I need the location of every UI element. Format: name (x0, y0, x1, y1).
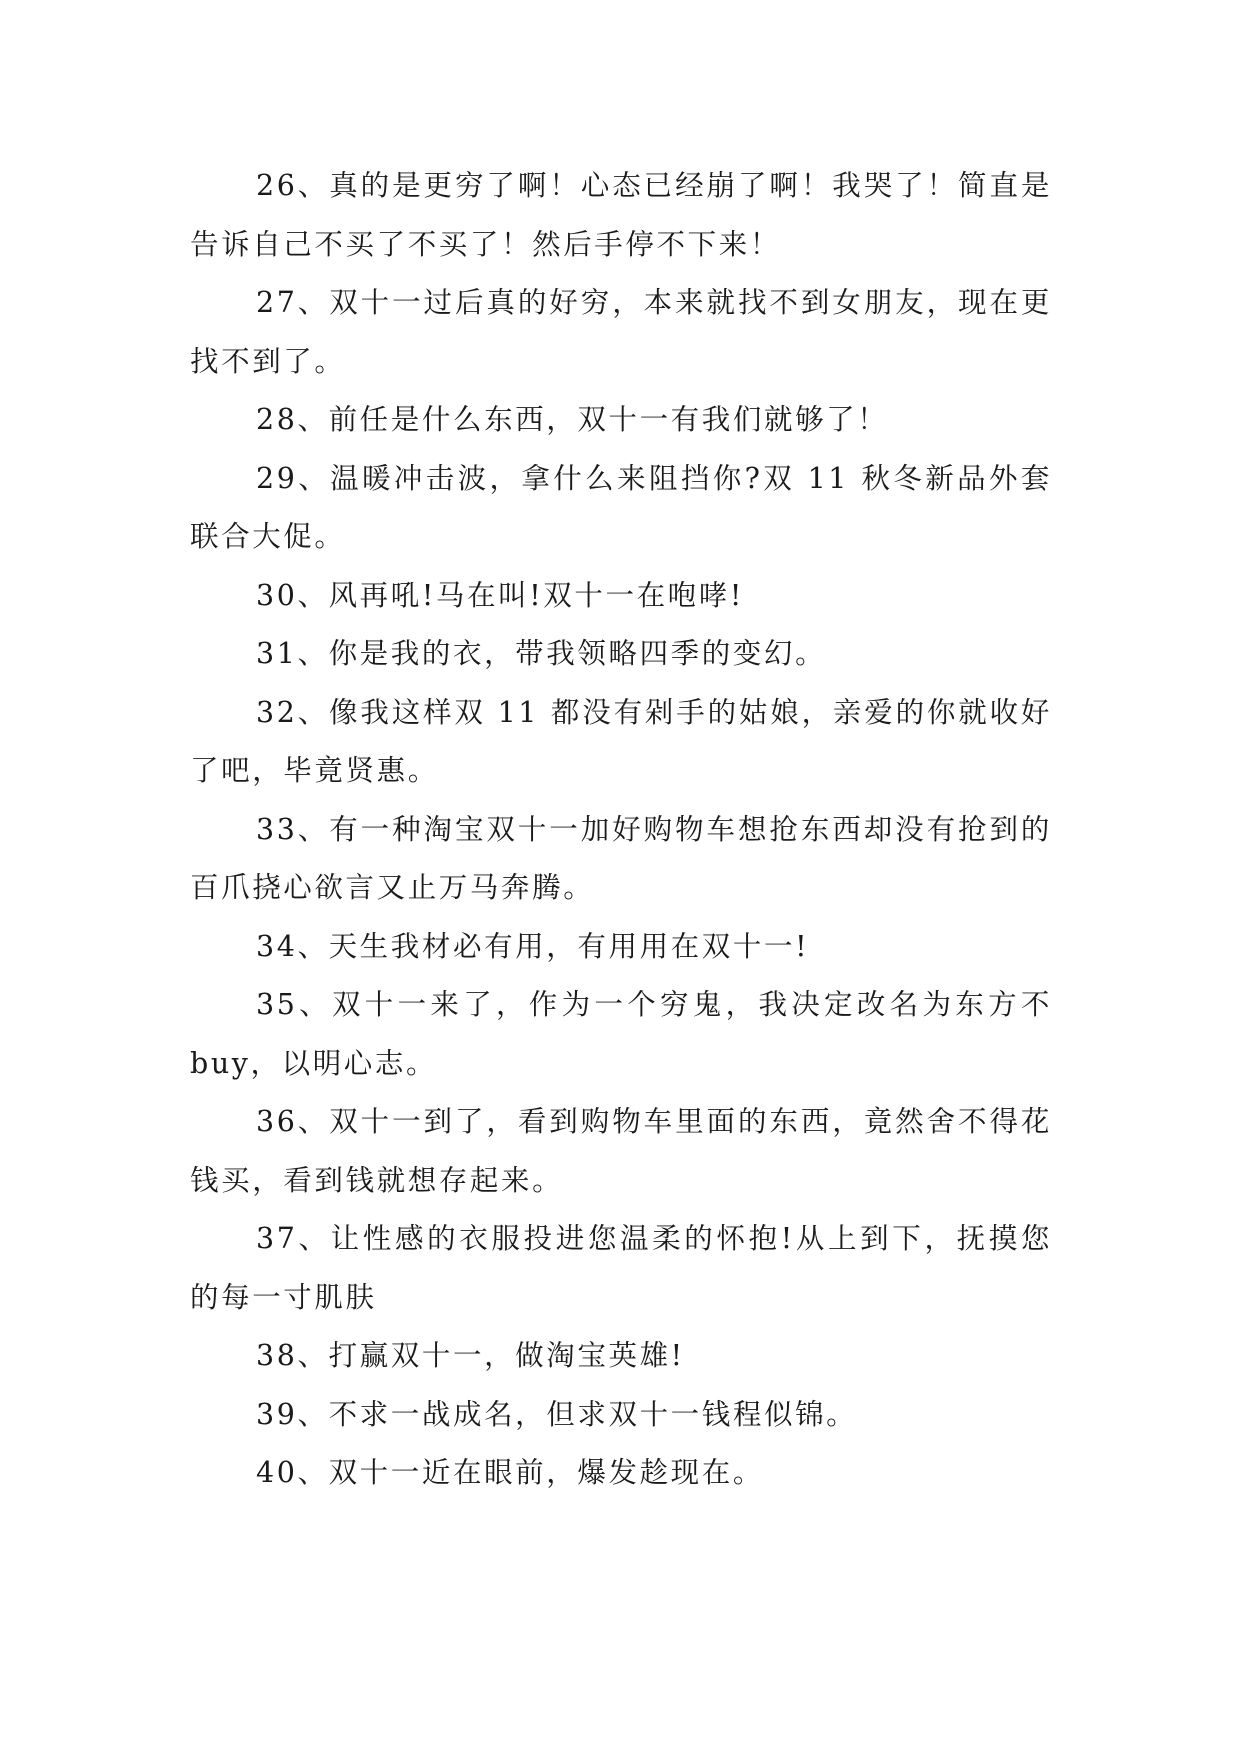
paragraph-29: 29、温暖冲击波，拿什么来阻挡你?双 11 秋冬新品外套联合大促。 (190, 461, 1052, 553)
paragraph-31: 31、你是我的衣，带我领略四季的变幻。 (256, 637, 827, 670)
paragraph-30: 30、风再吼!马在叫!双十一在咆哮! (256, 578, 744, 612)
paragraph-32: 32、像我这样双 11 都没有剁手的姑娘，亲爱的你就收好了吧，毕竟贤惠。 (190, 695, 1052, 787)
paragraph-26: 26、真的是更穷了啊！心态已经崩了啊！我哭了！简直是告诉自己不买了不买了！然后手停不下来！ (190, 169, 1052, 261)
paragraph-35: 35、双十一来了，作为一个穷鬼，我决定改名为东方不buy，以明心志。 (190, 988, 1052, 1080)
paragraph-33: 33、有一种淘宝双十一加好购物车想抢东西却没有抢到的百爪挠心欲言又止万马奔腾。 (190, 812, 1052, 904)
paragraph-34: 34、天生我材必有用，有用用在双十一! (256, 929, 810, 963)
paragraph-28: 28、前任是什么东西，双十一有我们就够了！ (256, 403, 889, 436)
paragraph-40: 40、双十一近在眼前，爆发趁现在。 (256, 1456, 764, 1489)
paragraph-36: 36、双十一到了，看到购物车里面的东西，竟然舍不得花钱买，看到钱就想存起来。 (190, 1105, 1052, 1197)
paragraph-38: 38、打赢双十一，做淘宝英雄! (256, 1339, 685, 1372)
paragraph-27: 27、双十一过后真的好穷，本来就找不到女朋友，现在更找不到了。 (190, 286, 1052, 378)
paragraph-37: 37、让性感的衣服投进您温柔的怀抱!从上到下，抚摸您的每一寸肌肤 (190, 1222, 1052, 1314)
document-body (190, 157, 1052, 1503)
paragraph-39: 39、不求一战成名，但求双十一钱程似锦。 (256, 1397, 858, 1431)
